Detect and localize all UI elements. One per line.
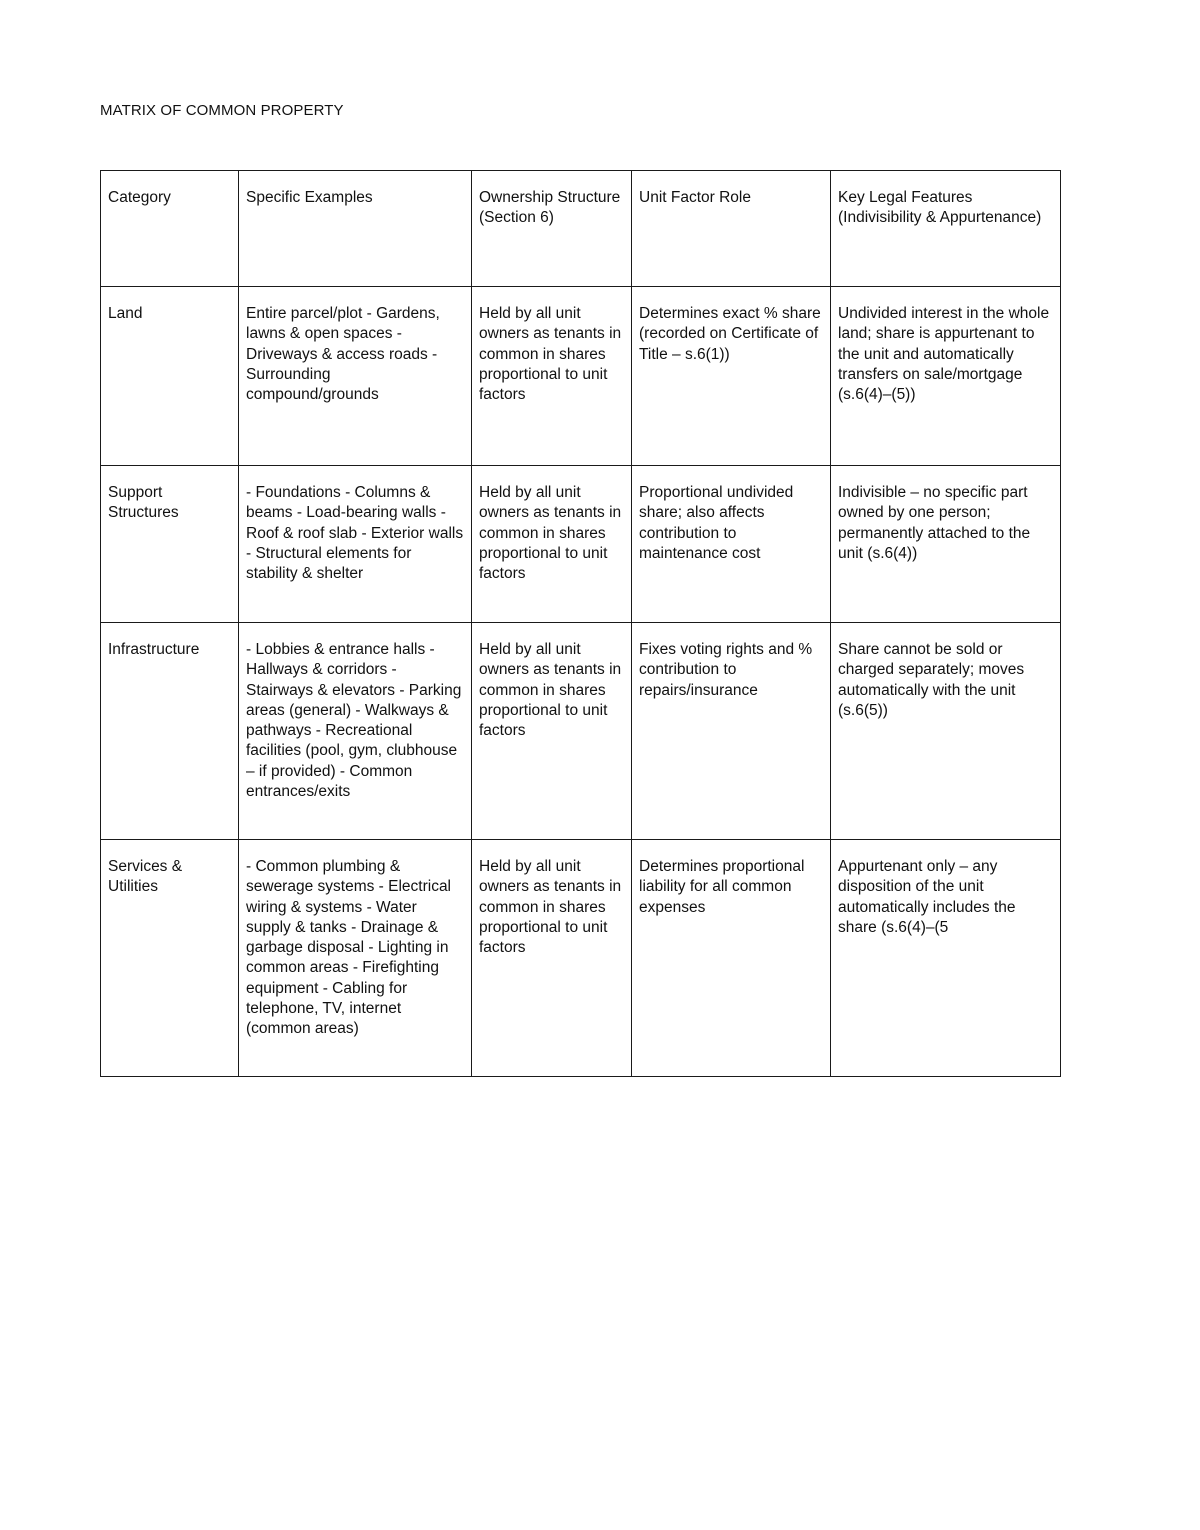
cell-key-legal-features: Appurtenant only – any disposition of the unit automatically includes the share (s.6(4)–(5: [831, 840, 1061, 1077]
cell-ownership-structure: Held by all unit owners as tenants in common in shares proportional to unit factors: [472, 466, 632, 623]
header-unit-factor-role: Unit Factor Role: [632, 171, 831, 287]
cell-ownership-structure: Held by all unit owners as tenants in common in shares proportional to unit factors: [472, 287, 632, 466]
cell-specific-examples: - Common plumbing & sewerage systems - Electrical wiring & systems - Water supply & tanks - Drainage & garbage disposal - Lighting in common areas - Firefighting equipment - Cabling for telephone, TV, internet (common areas): [239, 840, 472, 1077]
header-specific-examples: Specific Examples: [239, 171, 472, 287]
cell-specific-examples: - Lobbies & entrance halls - Hallways & corridors - Stairways & elevators - Parking areas (general) - Walkways & pathways - Recreational facilities (pool, gym, clubhouse – if provided) - Common entrances/exits: [239, 623, 472, 840]
cell-unit-factor-role: Fixes voting rights and % contribution to repairs/insurance: [632, 623, 831, 840]
header-category: Category: [101, 171, 239, 287]
table-header-row: [101, 171, 1061, 287]
cell-specific-examples: - Foundations - Columns & beams - Load-bearing walls - Roof & roof slab - Exterior walls - Structural elements for stability & shelter: [239, 466, 472, 623]
cell-ownership-structure: Held by all unit owners as tenants in common in shares proportional to unit factors: [472, 840, 632, 1077]
cell-specific-examples: Entire parcel/plot - Gardens, lawns & open spaces - Driveways & access roads - Surrounding compound/grounds: [239, 287, 472, 466]
document-title: MATRIX OF COMMON PROPERTY: [100, 102, 344, 119]
table-row-land: [101, 287, 1061, 466]
table-row-infrastructure: [101, 623, 1061, 840]
cell-unit-factor-role: Determines exact % share (recorded on Certificate of Title – s.6(1)): [632, 287, 831, 466]
cell-category: Support Structures: [101, 466, 239, 623]
cell-category: Infrastructure: [101, 623, 239, 840]
cell-unit-factor-role: Determines proportional liability for all common expenses: [632, 840, 831, 1077]
cell-unit-factor-role: Proportional undivided share; also affects contribution to maintenance cost: [632, 466, 831, 623]
table-row-support-structures: [101, 466, 1061, 623]
cell-ownership-structure: Held by all unit owners as tenants in common in shares proportional to unit factors: [472, 623, 632, 840]
cell-category: Services & Utilities: [101, 840, 239, 1077]
cell-key-legal-features: Share cannot be sold or charged separately; moves automatically with the unit (s.6(5)): [831, 623, 1061, 840]
cell-category: Land: [101, 287, 239, 466]
header-key-legal-features: Key Legal Features (Indivisibility & Appurtenance): [831, 171, 1061, 287]
cell-key-legal-features: Indivisible – no specific part owned by one person; permanently attached to the unit (s.6(4)): [831, 466, 1061, 623]
cell-key-legal-features: Undivided interest in the whole land; share is appurtenant to the unit and automatically transfers on sale/mortgage (s.6(4)–(5)): [831, 287, 1061, 466]
header-ownership-structure: Ownership Structure (Section 6): [472, 171, 632, 287]
table-row-services-utilities: [101, 840, 1061, 1077]
common-property-matrix-table: [100, 170, 1061, 1077]
